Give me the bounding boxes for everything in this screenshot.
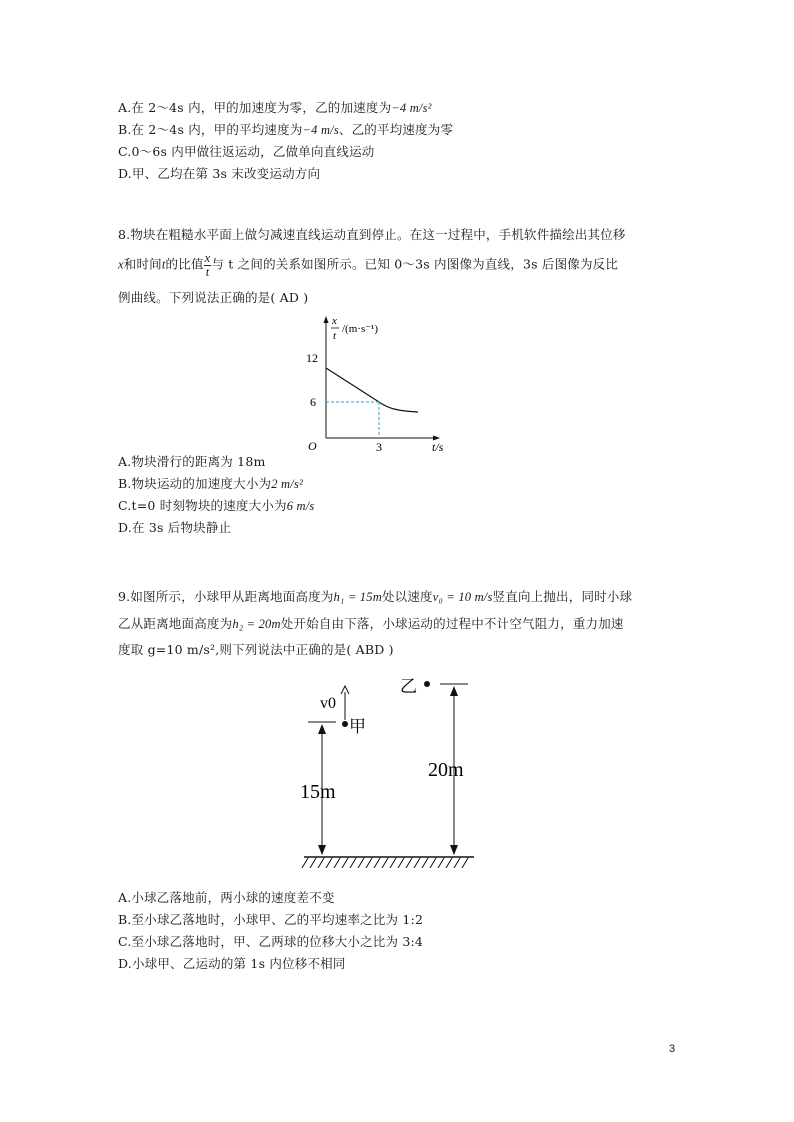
jia-arrow-up — [318, 724, 326, 734]
q9-option-c: C.至小球乙落地时，甲、乙两球的位移大小之比为 3:4 — [118, 934, 424, 949]
q8-option-c-value: 6 m/s — [286, 499, 315, 513]
q7-option-d: D.甲、乙均在第 3s 末改变运动方向 — [118, 166, 321, 181]
page-number: 3 — [669, 1043, 676, 1055]
q8-stem-line3: 例曲线。下列说法正确的是( AD ) — [118, 290, 309, 305]
q7-option-b-value: −4 m/s — [302, 123, 339, 137]
q7-option-c: C.0～6s 内甲做往返运动，乙做单向直线运动 — [118, 144, 375, 159]
origin-label: O — [308, 439, 317, 453]
v0-label: v0 — [320, 695, 336, 712]
y-tick-12: 12 — [306, 351, 318, 365]
q8-option-a: A.物块滑行的距离为 18m — [118, 454, 266, 469]
q8-option-b: B.物块运动的加速度大小为2 m/s² — [118, 476, 303, 491]
ball-yi — [424, 681, 430, 687]
q9-v0: v₀ = 10 m/s — [432, 590, 493, 604]
yi-arrow-down — [450, 845, 458, 855]
curve-inverse-segment — [379, 402, 418, 412]
q8-graph — [296, 312, 466, 460]
h20-label: 20m — [428, 759, 464, 781]
q9-option-a: A.小球乙落地前，两小球的速度差不变 — [118, 890, 335, 905]
h15-label: 15m — [300, 781, 336, 803]
yi-label: 乙 — [400, 677, 417, 697]
q8-stem-fraction: $\frac{x}{t}$ — [204, 251, 211, 279]
q8-option-b-value: 2 m/s² — [271, 477, 303, 491]
yi-arrow-up — [450, 686, 458, 696]
q7-option-b: B.在 2～4s 内，甲的平均速度为−4 m/s、乙的平均速度为零 — [118, 122, 454, 137]
y-label-den: t — [333, 330, 337, 342]
q9-stem-line1: 9.如图所示，小球甲从距离地面高度为h₁ = 15m处以速度v₀ = 10 m/s竖直向上抛出，同时小球 — [118, 589, 633, 604]
ground-hatching — [302, 858, 468, 868]
q9-option-d: D.小球甲、乙运动的第 1s 内位移不相同 — [118, 956, 346, 971]
q8-option-d: D.在 3s 后物块静止 — [118, 520, 232, 535]
q9-stem-line2: 乙从距离地面高度为h₂ = 20m处开始自由下落，小球运动的过程中不计空气阻力，重力加速 — [118, 616, 624, 631]
q9-option-b: B.至小球乙落地时，小球甲、乙的平均速率之比为 1:2 — [118, 912, 424, 927]
y-label-num: x — [332, 315, 337, 327]
jia-label: 甲 — [349, 717, 366, 737]
y-unit: /(m·s⁻¹) — [342, 323, 378, 335]
ball-jia — [342, 721, 348, 727]
q7-option-a-value: −4 m/s² — [391, 101, 432, 115]
q8-option-c: C.t=0 时刻物块的速度大小为6 m/s — [118, 498, 315, 513]
q8-stem-line2: x和时间t的比值 $\frac{x}{t}$ 与 t 之间的关系如图所示。已知 0～3s 内图像为直线，3s 后图像为反比 — [118, 251, 619, 279]
curve-line-segment — [326, 368, 379, 402]
q7-option-a: A.在 2～4s 内，甲的加速度为零，乙的加速度为−4 m/s² — [118, 100, 432, 115]
q9-stem-line3: 度取 g=10 m/s²,则下列说法中正确的是( ABD ) — [118, 642, 394, 657]
q8-stem-line1: 8.物块在粗糙水平面上做匀减速直线运动直到停止。在这一过程中，手机软件描绘出其位移 — [118, 227, 626, 242]
q9-h1: h₁ = 15m — [333, 590, 382, 604]
jia-arrow-down — [318, 845, 326, 855]
x-tick-3: 3 — [376, 440, 382, 454]
y-tick-6: 6 — [310, 395, 316, 409]
x-label: t/s — [432, 440, 444, 454]
q9-h2: h₂ = 20m — [232, 617, 281, 631]
y-axis-arrow — [324, 316, 329, 323]
q9-figure — [296, 672, 481, 872]
